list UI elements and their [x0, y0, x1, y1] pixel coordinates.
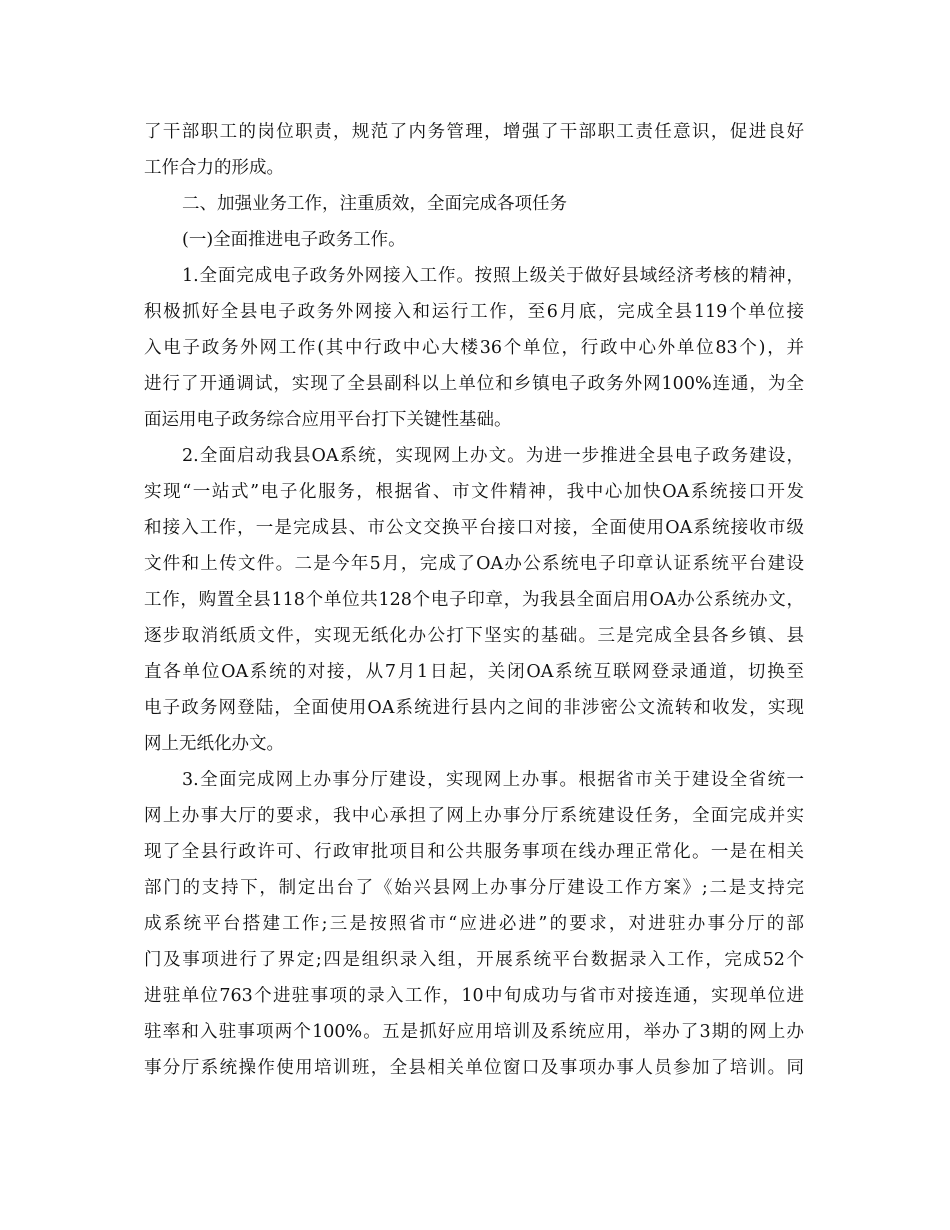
section-heading: 二、加强业务工作，注重质效，全面完成各项任务 [182, 194, 567, 214]
text-line: 了干部职工的岗位职责，规范了内务管理，增强了干部职工责任意识，促进良好 [144, 122, 804, 142]
paragraph-3-line: 成系统平台搭建工作;三是按照省市“应进必进”的要求，对进驻办事分厅的部 [144, 914, 804, 934]
paragraph-2-line: 文件和上传文件。二是今年5月，完成了OA办公系统电子印章认证系统平台建设 [144, 554, 804, 574]
paragraph-1-line: 1.全面完成电子政务外网接入工作。按照上级关于做好县域经济考核的精神， [182, 266, 804, 286]
paragraph-1-line: 面运用电子政务综合应用平台打下关键性基础。 [144, 410, 512, 430]
paragraph-2-line: 2.全面启动我县OA系统，实现网上办文。为进一步推进全县电子政务建设， [182, 446, 804, 466]
paragraph-3-line: 进驻单位763个进驻事项的录入工作，10中旬成功与省市对接连通，实现单位进 [144, 986, 804, 1006]
paragraph-2-line: 和接入工作，一是完成县、市公文交换平台接口对接，全面使用OA系统接收市级 [144, 518, 804, 538]
paragraph-2-line: 逐步取消纸质文件，实现无纸化办公打下坚实的基础。三是完成全县各乡镇、县 [144, 626, 804, 646]
paragraph-2-line: 直各单位OA系统的对接，从7月1日起，关闭OA系统互联网登录通道，切换至 [144, 662, 804, 682]
paragraph-3-line: 部门的支持下，制定出台了《始兴县网上办事分厅建设工作方案》;二是支持完 [144, 878, 804, 898]
paragraph-1-line: 进行了开通调试，实现了全县副科以上单位和乡镇电子政务外网100%连通，为全 [144, 374, 804, 394]
paragraph-3-line: 门及事项进行了界定;四是组织录入组，开展系统平台数据录入工作，完成52个 [144, 950, 804, 970]
paragraph-3-line: 现了全县行政许可、行政审批项目和公共服务事项在线办理正常化。一是在相关 [144, 842, 804, 862]
paragraph-2-line: 工作，购置全县118个单位共128个电子印章，为我县全面启用OA办公系统办文， [144, 590, 804, 610]
paragraph-2-line: 电子政务网登陆，全面使用OA系统进行县内之间的非涉密公文流转和收发，实现 [144, 698, 804, 718]
paragraph-1-line: 积极抓好全县电子政务外网接入和运行工作，至6月底，完成全县119个单位接 [144, 302, 804, 322]
text-line: 工作合力的形成。 [144, 158, 284, 178]
paragraph-3-line: 3.全面完成网上办事分厅建设，实现网上办事。根据省市关于建设全省统一 [182, 770, 804, 790]
paragraph-2-line: 实现“一站式”电子化服务，根据省、市文件精神，我中心加快OA系统接口开发 [144, 482, 804, 502]
paragraph-3-line: 网上办事大厅的要求，我中心承担了网上办事分厅系统建设任务，全面完成并实 [144, 806, 804, 826]
paragraph-3-line: 事分厅系统操作使用培训班，全县相关单位窗口及事项办事人员参加了培训。同 [144, 1058, 804, 1078]
paragraph-3-line: 驻率和入驻事项两个100%。五是抓好应用培训及系统应用，举办了3期的网上办 [144, 1022, 804, 1042]
subsection-heading: (一)全面推进电子政务工作。 [182, 230, 406, 250]
paragraph-1-line: 入电子政务外网工作(其中行政中心大楼36个单位，行政中心外单位83个)，并 [144, 338, 804, 358]
paragraph-2-line: 网上无纸化办文。 [144, 734, 284, 754]
